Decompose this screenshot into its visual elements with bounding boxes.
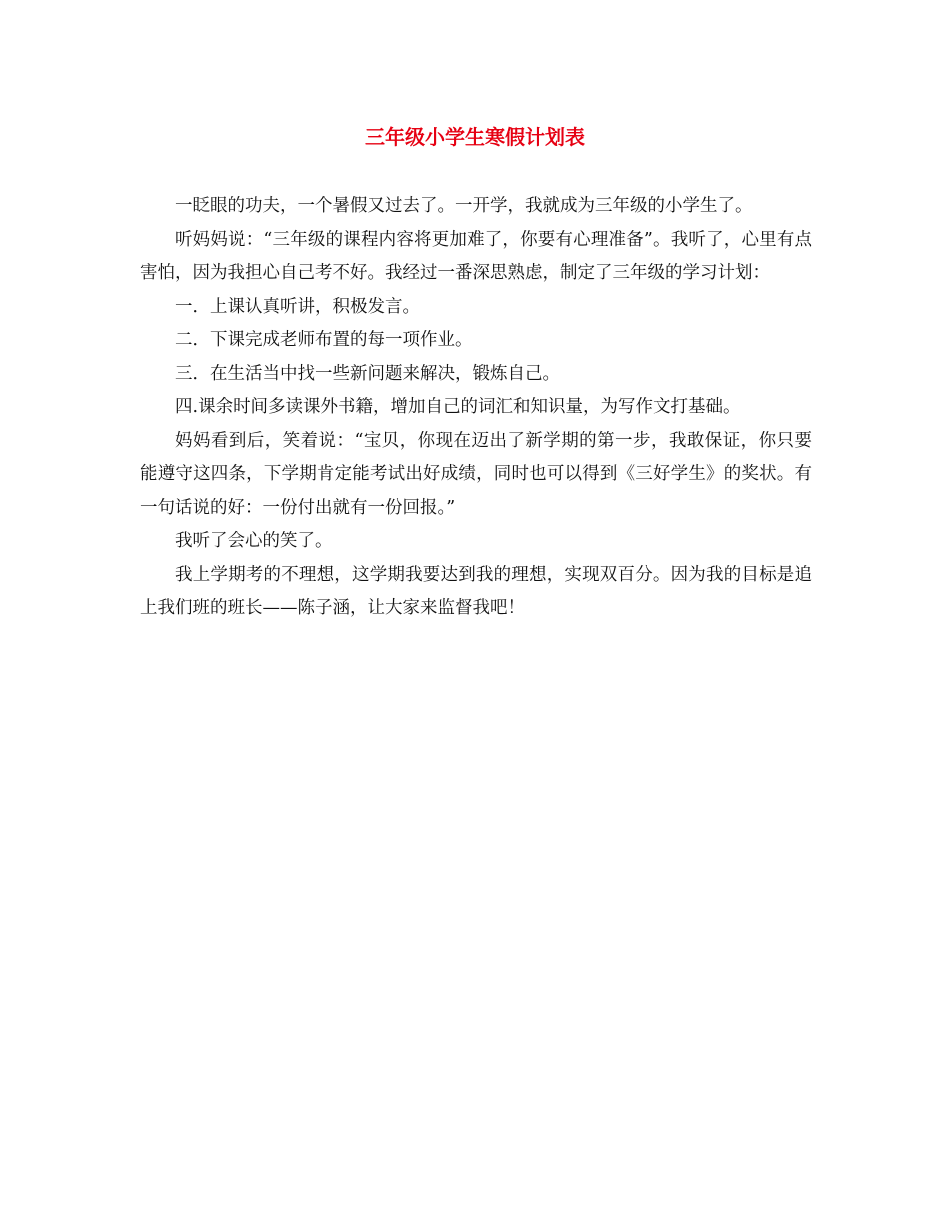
paragraph-mom-reply: 妈妈看到后，笑着说：“宝贝，你现在迈出了新学期的第一步，我敢保证，你只要能遵守这四条，下学期肯定能考试出好成绩，同时也可以得到《三好学生》的奖状。有一句话说的好：一份付出就有一份回报。” — [140, 430, 812, 518]
page-title: 三年级小学生寒假计划表 — [365, 125, 585, 149]
paragraph-smile: 我听了会心的笑了。 — [175, 531, 333, 551]
plan-item-1: 一．上课认真听讲，积极发言。 — [175, 296, 420, 317]
paragraph-goal: 我上学期考的不理想，这学期我要达到我的理想，实现双百分。因为我的目标是追上我们班的班长——陈子涵，让大家来监督我吧！ — [140, 564, 812, 618]
plan-item-3: 三．在生活当中找一些新问题来解决，锻炼自己。 — [175, 363, 560, 384]
plan-item-2: 二．下课完成老师布置的每一项作业。 — [175, 330, 473, 350]
plan-item-4: 四.课余时间多读课外书籍，增加自己的词汇和知识量，为写作文打基础。 — [175, 397, 741, 417]
paragraph-intro: 一眨眼的功夫，一个暑假又过去了。一开学，我就成为三年级的小学生了。 — [175, 196, 753, 216]
paragraph-mom-said: 听妈妈说：“三年级的课程内容将更加难了，你要有心理准备”。我听了，心里有点害怕，因为我担心自己考不好。我经过一番深思熟虑，制定了三年级的学习计划： — [140, 229, 812, 283]
document-body — [140, 190, 812, 626]
